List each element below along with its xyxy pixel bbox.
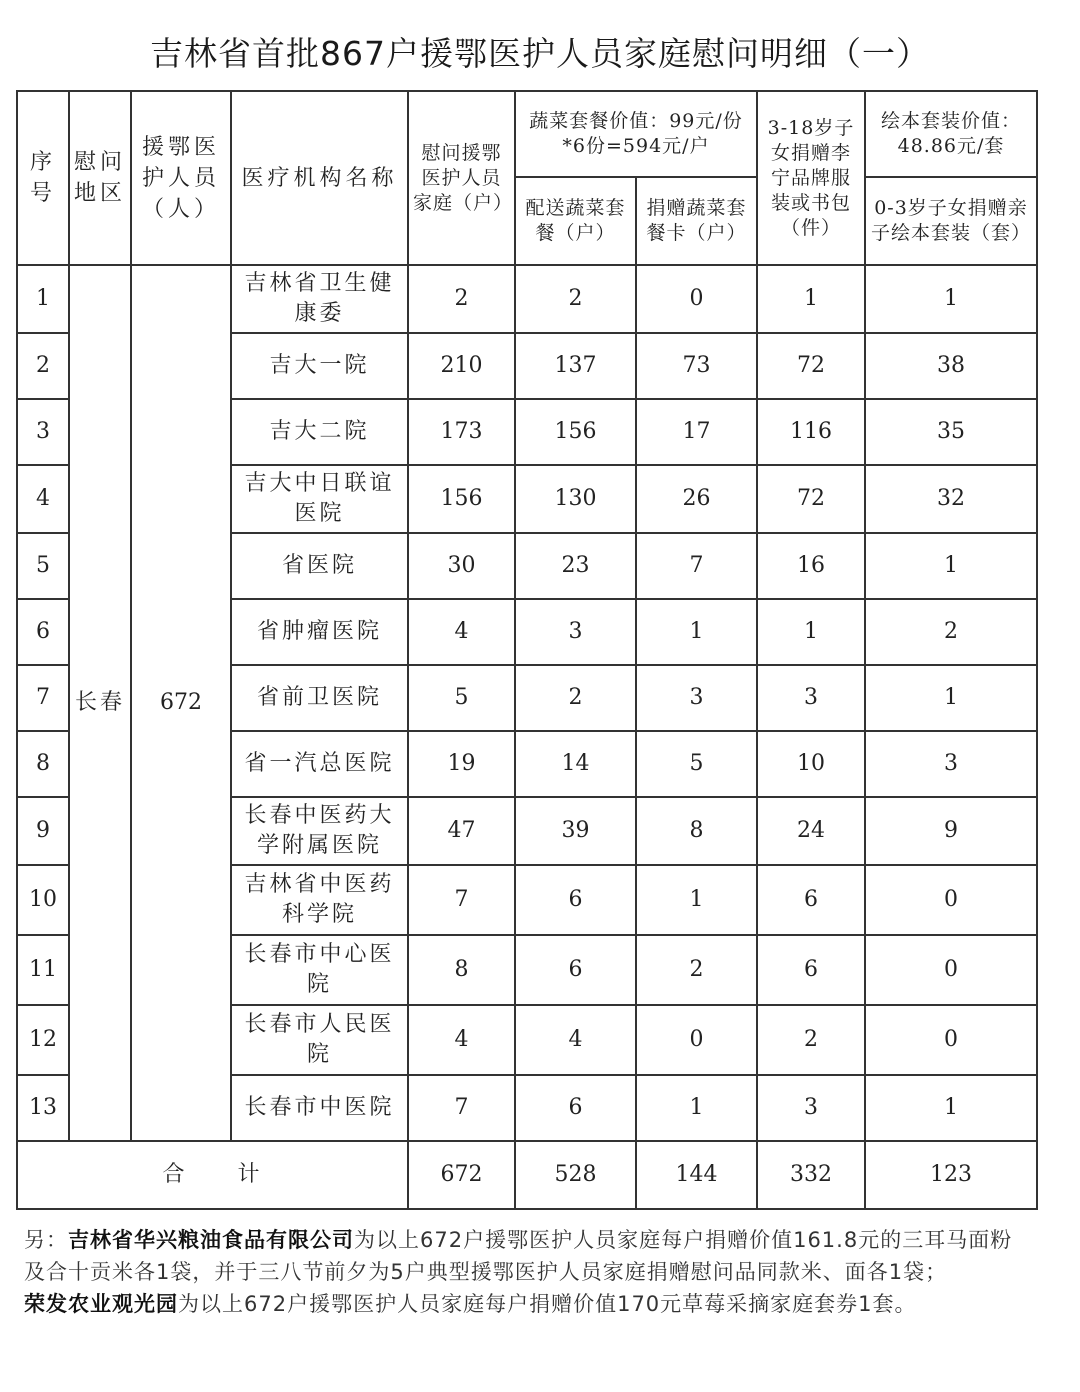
cell-books: 0	[865, 865, 1037, 935]
cell-families: 4	[408, 1005, 515, 1075]
cell-clothing: 1	[757, 599, 865, 665]
cell-veg-card: 0	[636, 265, 757, 333]
cell-books: 0	[865, 935, 1037, 1005]
cell-org: 省一汽总医院	[231, 731, 408, 797]
cell-veg-delivery: 2	[515, 665, 636, 731]
cell-veg-card: 73	[636, 333, 757, 399]
header-veg-card: 捐赠蔬菜套餐卡（户）	[636, 177, 757, 265]
cell-seq: 13	[17, 1075, 69, 1141]
cell-veg-delivery: 4	[515, 1005, 636, 1075]
cell-clothing: 24	[757, 797, 865, 865]
cell-veg-delivery: 130	[515, 465, 636, 533]
header-book-group: 绘本套装价值：48.86元/套	[865, 91, 1037, 177]
footnote-text-1: 为以上672户援鄂医护人员家庭每户捐赠价值161.8元的三耳马面粉及合十贡米各1袋，并于三八节前夕为5户典型援鄂医护人员家庭捐赠慰问品同款米、面各1袋；	[24, 1228, 1013, 1284]
footnote-paragraph-2	[24, 1288, 1034, 1320]
footnote	[24, 1224, 1034, 1320]
cell-seq: 7	[17, 665, 69, 731]
cell-org: 省肿瘤医院	[231, 599, 408, 665]
header-clothing: 3-18岁子女捐赠李宁品牌服装或书包（件）	[757, 91, 865, 265]
cell-veg-card: 1	[636, 1075, 757, 1141]
cell-families: 19	[408, 731, 515, 797]
cell-seq: 5	[17, 533, 69, 599]
cell-books: 35	[865, 399, 1037, 465]
header-families: 慰问援鄂医护人员家庭（户）	[408, 91, 515, 265]
cell-clothing: 2	[757, 1005, 865, 1075]
cell-clothing: 16	[757, 533, 865, 599]
cell-families: 8	[408, 935, 515, 1005]
footnote-paragraph-1	[24, 1224, 1034, 1288]
cell-families: 210	[408, 333, 515, 399]
cell-org: 吉大中日联谊医院	[231, 465, 408, 533]
cell-veg-delivery: 14	[515, 731, 636, 797]
page-title: 吉林省首批867户援鄂医护人员家庭慰问明细（一）	[150, 34, 930, 73]
cell-org: 长春中医药大学附属医院	[231, 797, 408, 865]
cell-org: 吉大二院	[231, 399, 408, 465]
cell-veg-card: 3	[636, 665, 757, 731]
cell-books: 32	[865, 465, 1037, 533]
cell-clothing: 72	[757, 465, 865, 533]
cell-seq: 8	[17, 731, 69, 797]
total-label: 合 计	[17, 1141, 408, 1209]
cell-books: 3	[865, 731, 1037, 797]
total-clothing: 332	[757, 1141, 865, 1209]
cell-books: 0	[865, 1005, 1037, 1075]
cell-books: 1	[865, 665, 1037, 731]
total-veg-card: 144	[636, 1141, 757, 1209]
total-books: 123	[865, 1141, 1037, 1209]
cell-seq: 6	[17, 599, 69, 665]
cell-veg-delivery: 6	[515, 865, 636, 935]
donor-company-1: 吉林省华兴粮油食品有限公司	[68, 1228, 354, 1252]
cell-clothing: 6	[757, 935, 865, 1005]
cell-clothing: 72	[757, 333, 865, 399]
header-seq: 序号	[17, 91, 69, 265]
cell-seq: 9	[17, 797, 69, 865]
cell-org: 长春市中医院	[231, 1075, 408, 1141]
cell-veg-delivery: 3	[515, 599, 636, 665]
cell-seq: 10	[17, 865, 69, 935]
cell-org: 吉大一院	[231, 333, 408, 399]
header-veg-delivery: 配送蔬菜套餐（户）	[515, 177, 636, 265]
cell-veg-delivery: 6	[515, 1075, 636, 1141]
cell-org: 省医院	[231, 533, 408, 599]
cell-veg-delivery: 2	[515, 265, 636, 333]
total-families: 672	[408, 1141, 515, 1209]
cell-veg-delivery: 137	[515, 333, 636, 399]
header-books: 0-3岁子女捐赠亲子绘本套装（套）	[865, 177, 1037, 265]
cell-veg-card: 8	[636, 797, 757, 865]
cell-org: 长春市人民医院	[231, 1005, 408, 1075]
cell-veg-card: 5	[636, 731, 757, 797]
cell-families: 30	[408, 533, 515, 599]
cell-families: 47	[408, 797, 515, 865]
header-staff: 援鄂医护人员（人）	[131, 91, 231, 265]
cell-books: 9	[865, 797, 1037, 865]
header-veg-group: 蔬菜套餐价值：99元/份*6份=594元/户	[515, 91, 757, 177]
cell-families: 173	[408, 399, 515, 465]
cell-books: 38	[865, 333, 1037, 399]
cell-veg-delivery: 39	[515, 797, 636, 865]
cell-families: 156	[408, 465, 515, 533]
cell-books: 1	[865, 533, 1037, 599]
cell-families: 7	[408, 865, 515, 935]
cell-veg-card: 17	[636, 399, 757, 465]
cell-seq: 2	[17, 333, 69, 399]
cell-clothing: 1	[757, 265, 865, 333]
detail-table	[16, 90, 1038, 1210]
cell-clothing: 116	[757, 399, 865, 465]
cell-veg-delivery: 156	[515, 399, 636, 465]
cell-org: 吉林省中医药科学院	[231, 865, 408, 935]
cell-veg-delivery: 6	[515, 935, 636, 1005]
cell-veg-card: 1	[636, 599, 757, 665]
header-org: 医疗机构名称	[231, 91, 408, 265]
cell-veg-card: 1	[636, 865, 757, 935]
total-veg-delivery: 528	[515, 1141, 636, 1209]
cell-families: 5	[408, 665, 515, 731]
cell-families: 2	[408, 265, 515, 333]
cell-books: 2	[865, 599, 1037, 665]
cell-clothing: 3	[757, 665, 865, 731]
cell-seq: 12	[17, 1005, 69, 1075]
cell-org: 吉林省卫生健康委	[231, 265, 408, 333]
cell-books: 1	[865, 1075, 1037, 1141]
cell-org: 长春市中心医院	[231, 935, 408, 1005]
header-region: 慰问地区	[69, 91, 131, 265]
cell-region: 长春	[69, 265, 131, 1141]
cell-veg-card: 2	[636, 935, 757, 1005]
cell-clothing: 3	[757, 1075, 865, 1141]
cell-families: 4	[408, 599, 515, 665]
cell-seq: 3	[17, 399, 69, 465]
cell-veg-card: 26	[636, 465, 757, 533]
footnote-prefix: 另：	[24, 1228, 68, 1252]
cell-veg-delivery: 23	[515, 533, 636, 599]
cell-veg-card: 0	[636, 1005, 757, 1075]
cell-veg-card: 7	[636, 533, 757, 599]
cell-families: 7	[408, 1075, 515, 1141]
donor-company-2: 荣发农业观光园	[24, 1292, 178, 1316]
cell-clothing: 6	[757, 865, 865, 935]
cell-clothing: 10	[757, 731, 865, 797]
cell-books: 1	[865, 265, 1037, 333]
cell-org: 省前卫医院	[231, 665, 408, 731]
cell-seq: 11	[17, 935, 69, 1005]
cell-seq: 4	[17, 465, 69, 533]
cell-staff-total: 672	[131, 265, 231, 1141]
footnote-text-2: 为以上672户援鄂医护人员家庭每户捐赠价值170元草莓采摘家庭套券1套。	[178, 1292, 917, 1316]
cell-seq: 1	[17, 265, 69, 333]
